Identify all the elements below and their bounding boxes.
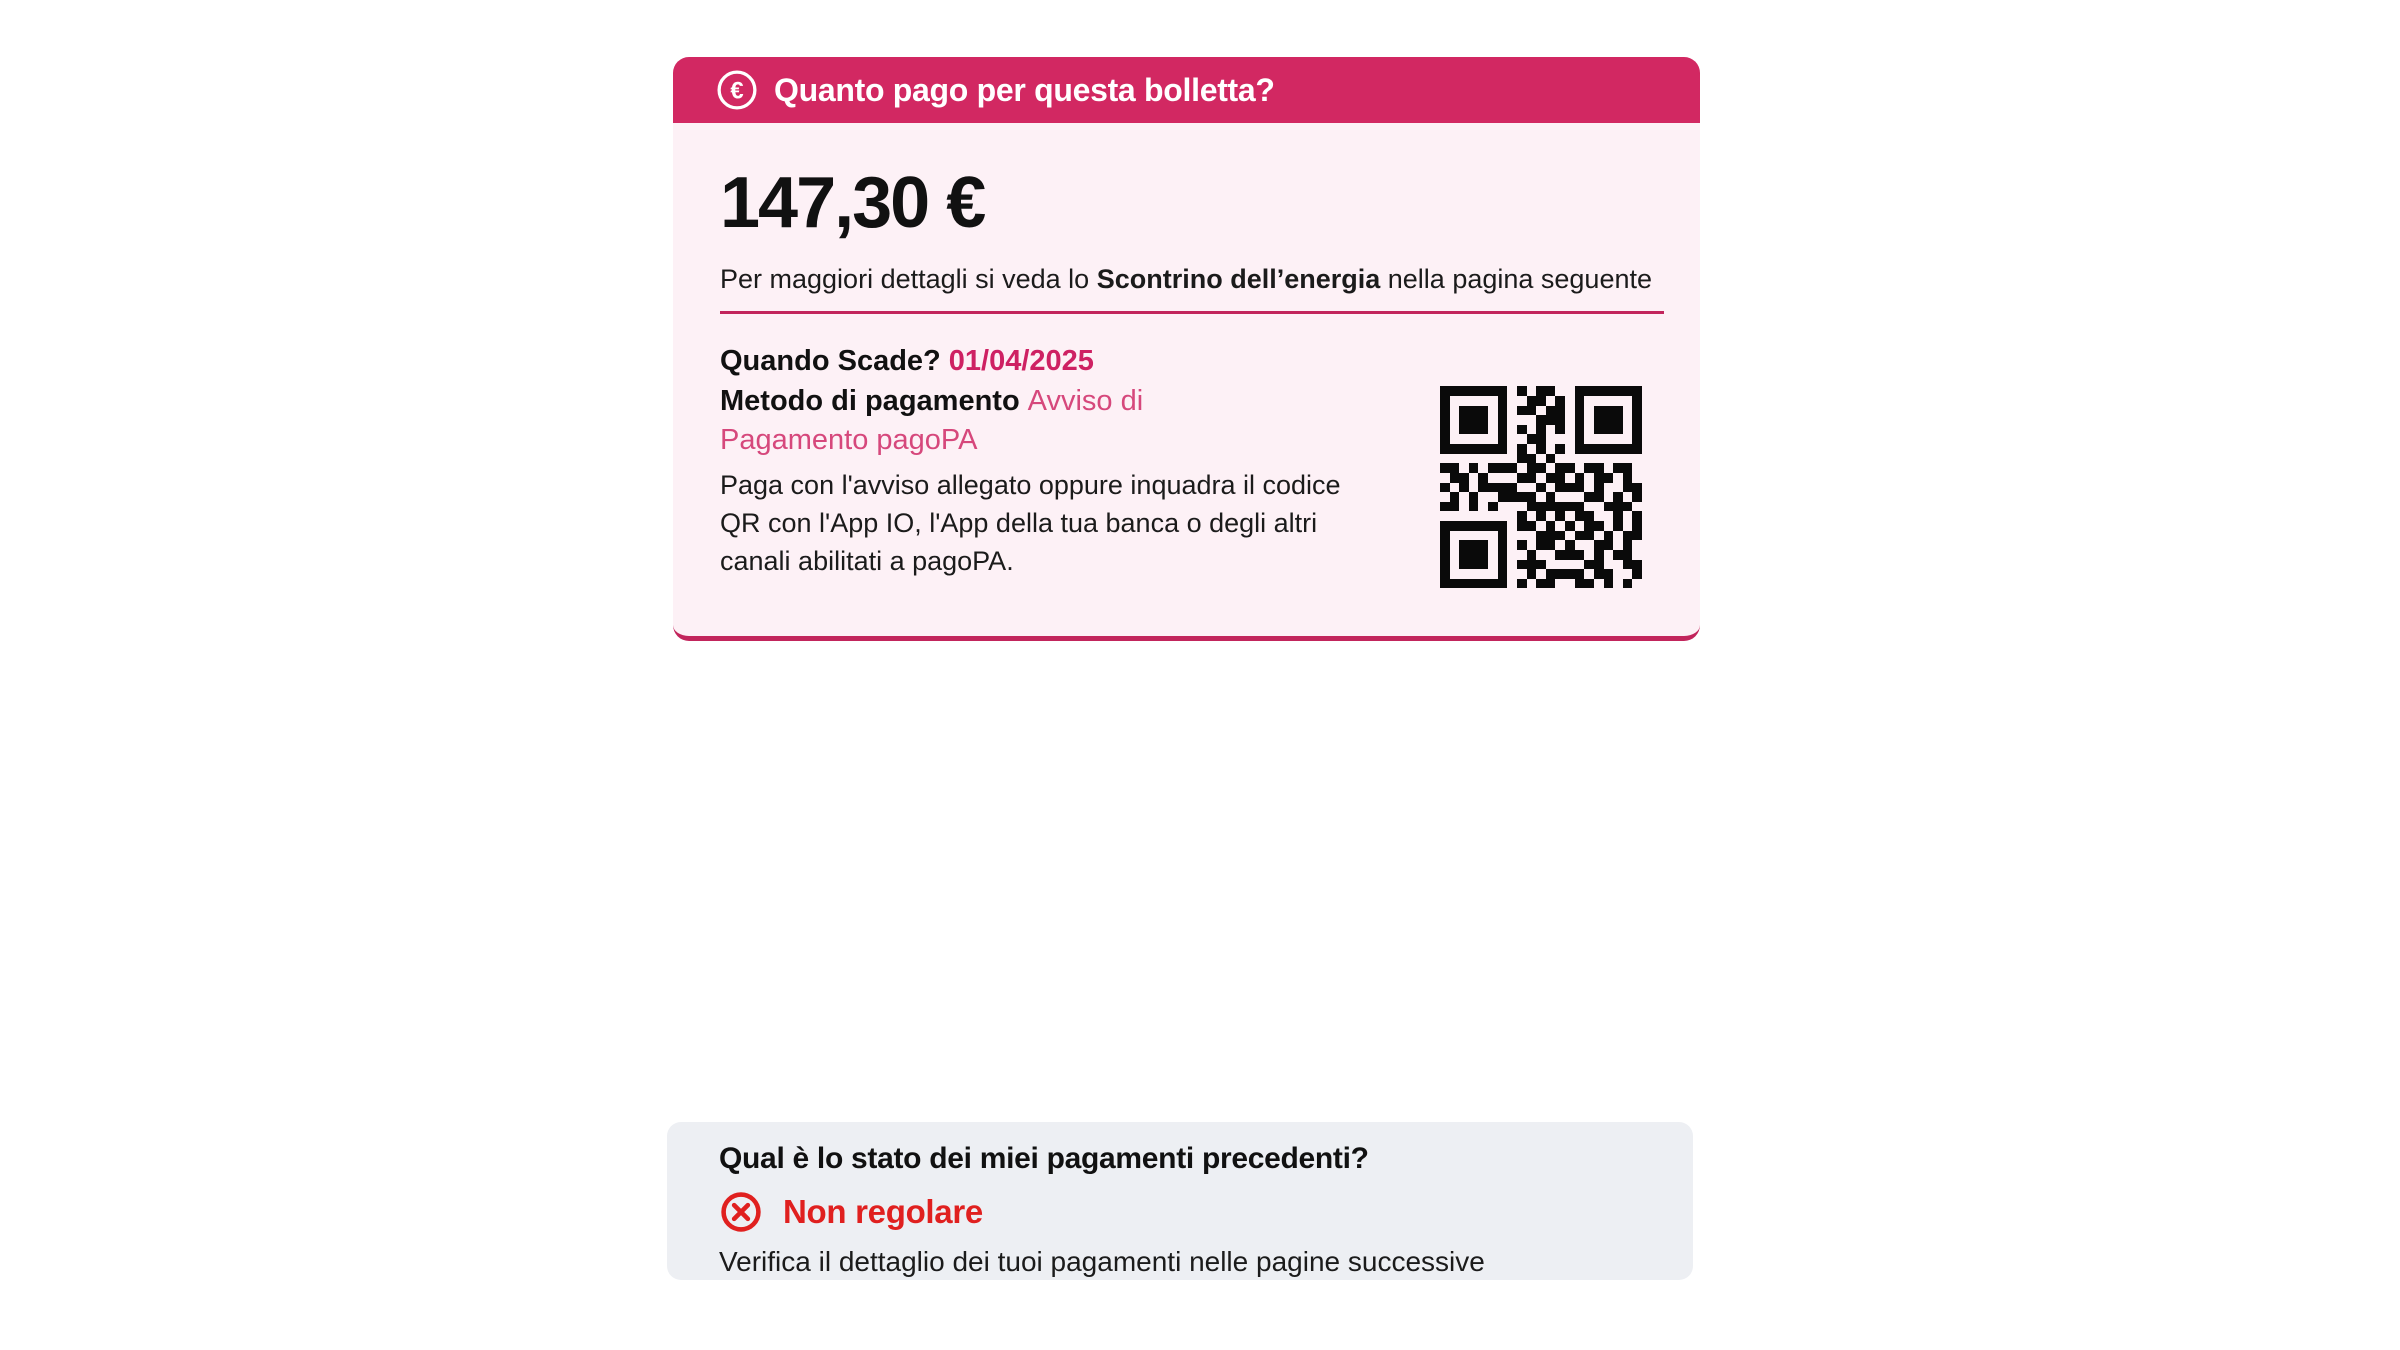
payment-info-row	[720, 342, 1664, 592]
payments-status-question: Qual è lo stato dei miei pagamenti precedenti?	[719, 1142, 1369, 1175]
details-prefix: Per maggiori dettagli si veda lo	[720, 264, 1097, 294]
pagopa-qr-code	[1440, 386, 1642, 588]
euro-coin-icon	[715, 68, 759, 112]
bill-amount-card	[673, 57, 1700, 641]
bill-card-header	[673, 57, 1700, 123]
details-bold-scontrino: Scontrino dell’energia	[1096, 264, 1381, 294]
payments-status-note: Verifica il dettaglio dei tuoi pagamenti nelle pagine successive	[719, 1246, 1485, 1277]
bill-amount: 147,30 €	[720, 163, 985, 243]
circle-x-icon	[719, 1190, 763, 1234]
due-date-line	[720, 342, 1664, 381]
payment-method-label: Metodo di pagamento	[720, 384, 1020, 417]
bill-details-line	[720, 263, 1664, 314]
due-date-value: 01/04/2025	[948, 345, 1094, 378]
bill-card-body	[673, 123, 1700, 636]
bill-card-title: Quanto pago per questa bolletta?	[774, 71, 1275, 108]
payment-method-value: Avviso di Pagamento pagoPA	[720, 384, 1144, 456]
due-date-label: Quando Scade?	[720, 345, 941, 378]
payment-instructions: Paga con l'avviso allegato oppure inquadra il codice QR con l'App IO, l'App della tua banca o degli altri canali abilitati a pagoPA.	[720, 469, 1341, 576]
details-suffix: nella pagina seguente	[1380, 264, 1652, 294]
svg-text:€: €	[730, 77, 744, 105]
payment-method-line	[720, 382, 1280, 460]
payments-status-row	[719, 1190, 1663, 1234]
previous-payments-status-box	[667, 1122, 1693, 1280]
payments-status-value: Non regolare	[783, 1193, 983, 1230]
